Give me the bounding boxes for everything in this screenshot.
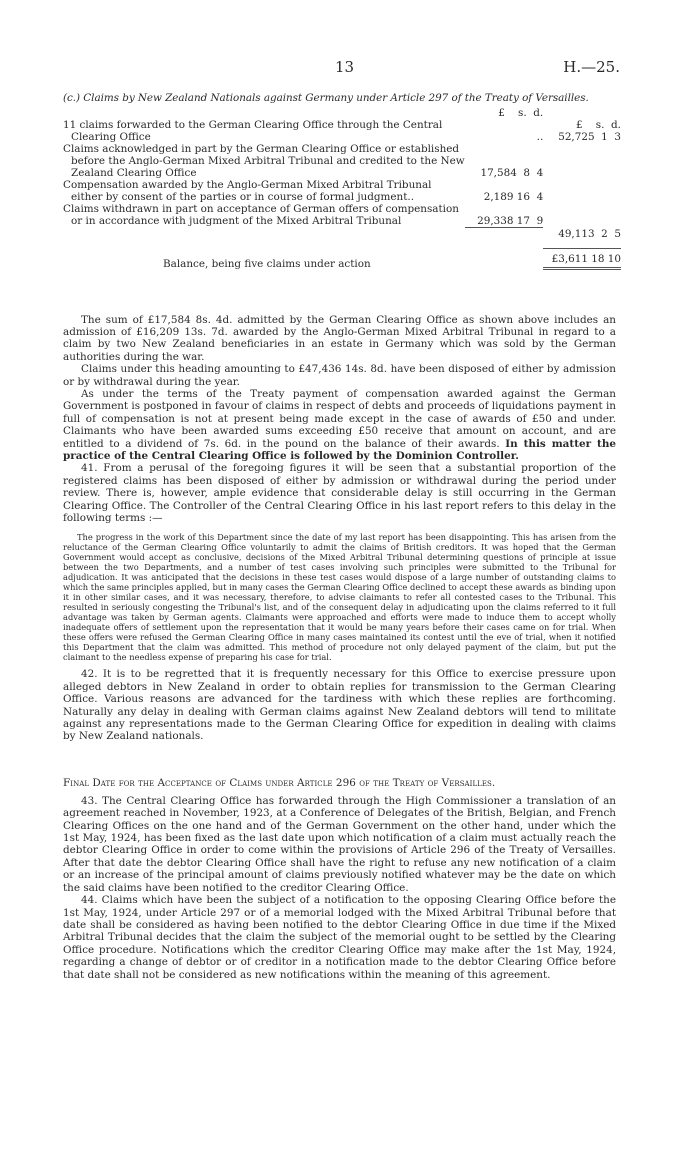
balance-row: [63, 240, 621, 270]
balance-label: Balance, being five claims under action: [163, 257, 371, 270]
row-label: Claims withdrawn in part on acceptance of German offers of compensation or in accordance with judgment of the Mixed Arbitral Tribunal: [63, 203, 459, 227]
paragraph: Claims under this heading amounting to £47,436 14s. 8d. have been disposed of either by admission or by withdrawal during the year.: [63, 363, 616, 388]
column-header-1: £ s. d. ..: [465, 107, 544, 143]
section-heading: Final Date for the Acceptance of Claims under Article 296 of the Treaty of Versailles.: [63, 776, 496, 789]
document-reference: H.—25.: [563, 58, 620, 76]
paragraph: 43. The Central Clearing Office has forwarded through the High Commissioner a translation of an agreement reached in November, 1923, at a Conference of Delegates of the British, Belgian, and French Clearing Offices on the one hand and of the German Government on the other hand, under which the 1st May, 1924, has been fixed as the last date upon which notification of a claim must actually reach the debtor Clearing Office in order to come within the provisions of Article 296 of the Treaty of Versailles. After that date the debtor Clearing Office shall have the right to refuse any new notification of a claim or an increase of the principal amount of claims previously notified whatever may be the date on which the said claims have been notified to the creditor Clearing Office.: [63, 794, 616, 894]
column-header-2: £ s. d. 52,725 1 3: [543, 107, 621, 143]
row-value-2: 52,725 1 3: [558, 131, 621, 143]
paragraph: 41. From a perusal of the foregoing figures it will be seen that a substantial proportion of the registered claims has been disposed of either by admission or withdrawal during the period under review. There is, however, ample evidence that considerable delay is still occurring in the German Clearing Office. The Controller of the Central Clearing Office in his last report refers to this delay in the following terms :—: [63, 462, 616, 524]
subtotal-row: [63, 227, 621, 240]
table-row: [63, 107, 621, 143]
table-row: [63, 143, 621, 179]
page-number: 13: [335, 58, 355, 76]
paragraph: 44. Claims which have been the subject of a notification to the opposing Clearing Office before the 1st May, 1924, under Article 297 or of a memorial lodged with the Mixed Arbitral Tribunal before that date shall be considered as having been notified to the debtor Clearing Office in due time if the Mixed Arbitral Tribunal decides that the claim the subject of the memorial ought to be settled by the Clearing Office procedure. Notifications which the creditor Clearing Office may make after the 1st May, 1924, regarding a change of debtor or of creditor in a notification made to the debtor Clearing Office before that date shall not be considered as new notifications within the meaning of this agreement.: [63, 894, 616, 981]
row-label: 11 claims forwarded to the German Clearing Office through the Central Clearing Office: [63, 119, 443, 143]
row-value-2: [543, 203, 621, 227]
bold-statement: In this matter the practice of the Central Clearing Office is followed by the Dominion Controller.: [63, 437, 616, 462]
row-value-2: [543, 143, 621, 179]
row-value-1: 2,189 16 4: [483, 191, 544, 203]
block-quote: The progress in the work of this Department since the date of my last report has been disappointing. This has arisen from the reluctance of the German Clearing Office voluntarily to admit the claims of British creditors. It was hoped that the German Government would accept as conclusive, decisions of the Mixed Arbitral Tribunal determining questions of principle at issue between the two Departments, and a number of test cases involving such principles were submitted to the Tribunal for adjudication. It was anticipated that the decisions in these test cases would dispose of a large number of outstanding claims to which the same principles applied, but in many cases the German Clearing Office declined to accept these awards as binding upon it in other similar cases, and it was necessary, therefore, to advise claimants to refer all contested cases to the Tribunal. This resulted in seriously congesting the Tribunal's list, and of the consequent delay in adjudicating upon the claims referred to it full advantage was taken by German agents. Claimants were approached and efforts were made to induce them to accept wholly inadequate offers of settlement upon the representation that it would be many years before their cases came on for trial. When these offers were refused the German Clearing Office in many cases maintained its contest until the eve of trial, when it notified this Department that the claim was admitted. This method of procedure not only delayed payment of the claim, but put the claimant to the needless expense of preparing his case for trial.: [63, 532, 616, 663]
row-value-2: [543, 179, 621, 203]
claims-account-table: [63, 107, 621, 270]
row-label: Compensation awarded by the Anglo-German Mixed Arbitral Tribunal either by consent of the parties or in course of formal judgment..: [63, 179, 432, 203]
row-value-1: 17,584 8 4: [480, 167, 544, 179]
table-row: [63, 179, 621, 203]
table-row: [63, 203, 621, 227]
row-label: Claims acknowledged in part by the German Clearing Office or established before the Anglo-German Mixed Arbitral Tribunal and credited to the New Zealand Clearing Office: [63, 143, 465, 179]
paragraph: 42. It is to be regretted that it is frequently necessary for this Office to exercise pressure upon alleged debtors in New Zealand in order to obtain replies for transmission to the German Clearing Office. Various reasons are advanced for the tardiness with which these replies are forthcoming. Naturally any delay in dealing with German claims against New Zealand debtors will tend to militate against any representations made to the German Clearing Office for expedition in dealing with claims by New Zealand nationals.: [63, 668, 616, 743]
paragraph: The sum of £17,584 8s. 4d. admitted by the German Clearing Office as shown above includes an admission of £16,209 13s. 7d. awarded by the Anglo-German Mixed Arbitral Tribunal in regard to a claim by two New Zealand beneficiaries in an estate in Germany which was sold by the German authorities during the war.: [63, 313, 616, 363]
paragraph: As under the terms of the Treaty payment of compensation awarded against the German Government is postponed in favour of claims in respect of debts and proceeds of liquidations payment in full of compensation is not at present being made except in the case of awards of £50 and under. Claimants who have been awarded sums exceeding £50 receive that amount on account, and are entitled to a dividend of 7s. 6d. in the pound on the balance of their awards. In this matter the practice of the Central Clearing Office is followed by the Dominion Controller.: [63, 387, 616, 462]
document-page: [63, 58, 621, 981]
page-header: [63, 58, 620, 80]
section-title: (c.) Claims by New Zealand Nationals against Germany under Article 297 of the Treaty of Versailles.: [63, 92, 589, 104]
balance-value: £3,611 18 10: [543, 240, 621, 270]
row-value-1: ..: [536, 131, 544, 143]
subtotal-value: 49,113 2 5: [558, 227, 621, 240]
row-value-1: 29,338 17 9: [477, 214, 544, 227]
